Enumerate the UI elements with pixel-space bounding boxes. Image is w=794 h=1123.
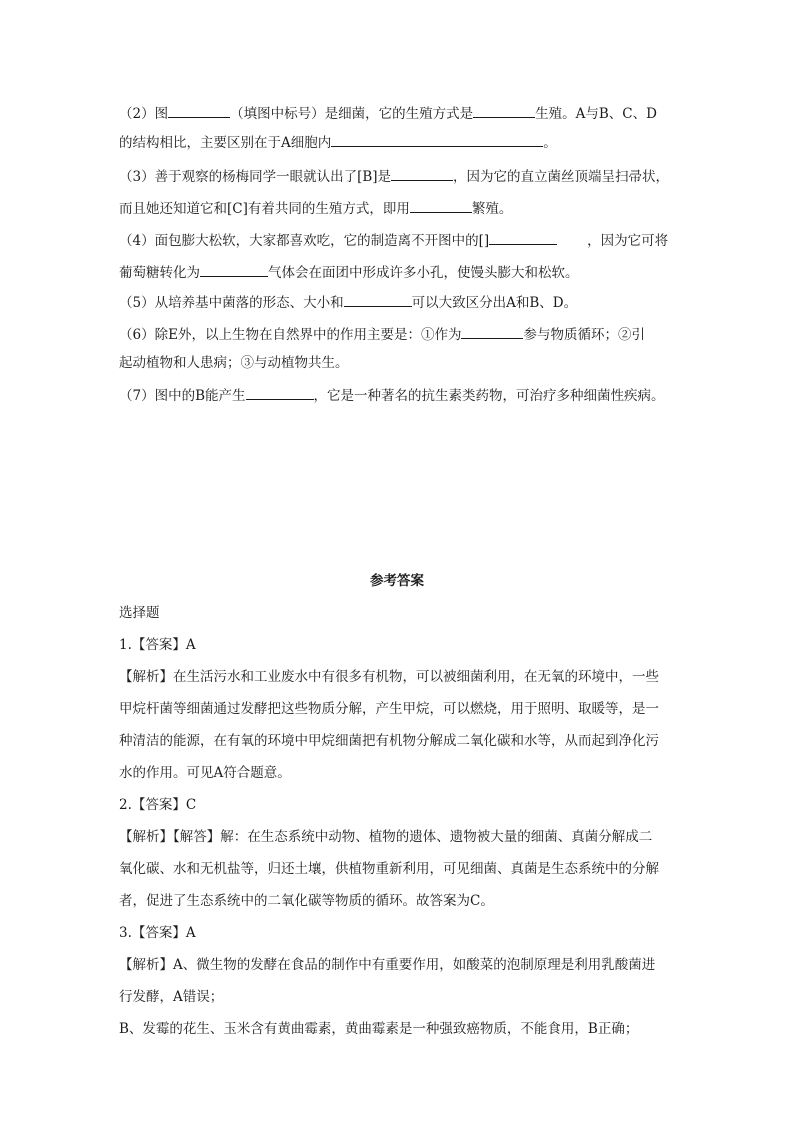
q4-text-c: 葡萄糖转化为 — [119, 265, 200, 281]
q3-text-d: 繁殖。 — [471, 201, 513, 217]
answer-1-label: 1.【答案】A — [119, 637, 196, 653]
answer-blank — [331, 132, 543, 147]
question-3-line-2 — [119, 198, 512, 219]
q2-text-b: （填图中标号）是细菌，它的生殖方式是 — [230, 106, 474, 122]
q6-text-a: （6）除E外，以上生物在自然界中的作用主要是：①作为 — [119, 327, 462, 343]
answer-3-analysis-line: 行发酵，A错误； — [119, 989, 224, 1005]
answer-blank — [246, 385, 314, 400]
q7-text-b: ，它是一种著名的抗生素类药物，可治疗多种细菌性疾病。 — [313, 388, 665, 404]
question-2-line-1 — [119, 103, 657, 124]
answer-1-analysis-line: 【解析】在生活污水和工业废水中有很多有机物，可以被细菌利用，在无氧的环境中，一些 — [119, 669, 659, 685]
q2-text-e: 。 — [543, 135, 557, 151]
q4-text-b: ，因为它可将 — [587, 233, 669, 249]
q2-text-c: 生殖。A与B、C、D — [535, 106, 657, 122]
question-7-line-1 — [119, 385, 665, 406]
question-6-line-1 — [119, 324, 645, 345]
answer-blank — [391, 166, 453, 181]
answer-2-analysis-line: 者，促进了生态系统中的二氧化碳等物质的循环。故答案为C。 — [119, 893, 494, 909]
q3-text-a: （3）善于观察的杨梅同学一眼就认出了[B]是 — [119, 169, 392, 185]
answer-1-analysis-line: 水的作用。可见A符合题意。 — [119, 765, 291, 781]
answer-blank — [168, 103, 230, 118]
q4-text-d: 气体会在面团中形成许多小孔，使馒头膨大和松软。 — [268, 265, 579, 281]
answer-3-analysis-line: B、发霉的花生、玉米含有黄曲霉素，黄曲霉素是一种强致癌物质，不能食用，B正确； — [119, 1021, 639, 1037]
q6-text-c: 起动植物和人患病；③与动植物共生。 — [119, 355, 349, 371]
question-4-line-2 — [119, 262, 579, 283]
question-6-line-2 — [119, 353, 349, 373]
answer-blank — [473, 103, 535, 118]
answer-1-analysis-line: 甲烷杆菌等细菌通过发酵把这些物质分解，产生甲烷，可以燃烧，用于照明、取暖等，是一 — [119, 701, 659, 717]
q2-text-d: 的结构相比，主要区别在于A细胞内 — [119, 135, 332, 151]
answer-blank — [200, 262, 268, 277]
q5-text-b: 可以大致区分出A和B、D。 — [411, 295, 578, 311]
answer-blank — [410, 198, 472, 213]
q5-text-a: （5）从培养基中菌落的形态、大小和 — [119, 295, 344, 311]
answers-heading: 参考答案 — [370, 573, 424, 589]
q6-text-b: 参与物质循环；②引 — [523, 327, 645, 343]
answer-2-analysis-line: 【解析】【解答】解：在生态系统中动物、植物的遗体、遗物被大量的细菌、真菌分解成二 — [119, 829, 653, 845]
question-3-line-1 — [119, 166, 669, 187]
answers-section-label: 选择题 — [119, 605, 160, 621]
question-5-line-1 — [119, 292, 577, 313]
q2-text-a: （2）图 — [119, 106, 169, 122]
q4-text-a: （4）面包膨大松软，大家都喜欢吃，它的制造离不开图中的[] — [119, 233, 490, 249]
q3-text-c: 而且她还知道它和[C]有着共同的生殖方式，即用 — [119, 201, 410, 217]
answer-1-analysis-line: 种清洁的能源，在有氧的环境中甲烷细菌把有机物分解成二氧化碳和水等，从而起到净化污 — [119, 733, 659, 749]
answer-2-label: 2.【答案】C — [119, 797, 197, 813]
answer-2-analysis-line: 氧化碳、水和无机盐等，归还土壤，供植物重新利用，可见细菌、真菌是生态系统中的分解 — [119, 861, 659, 877]
answer-3-analysis-line: 【解析】A、微生物的发酵在食品的制作中有重要作用，如酸菜的泡制原理是利用乳酸菌进 — [119, 957, 656, 973]
answer-blank — [461, 324, 523, 339]
question-4-line-1 — [119, 230, 668, 251]
answer-blank — [489, 230, 557, 245]
q3-text-b: ，因为它的直立菌丝顶端呈扫帚状， — [453, 169, 670, 185]
answer-3-label: 3.【答案】A — [119, 925, 196, 941]
q7-text-a: （7）图中的B能产生 — [119, 388, 246, 404]
answer-blank — [344, 292, 412, 307]
question-2-line-2 — [119, 132, 557, 153]
